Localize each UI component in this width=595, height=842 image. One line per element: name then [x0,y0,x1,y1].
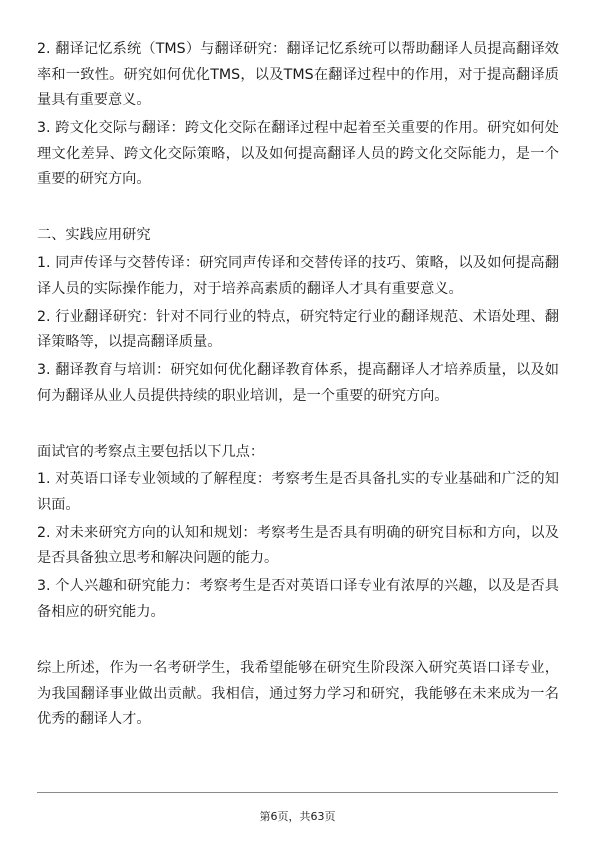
list-item: 3. 翻译教育与培训：研究如何优化翻译教育体系，提高翻译人才培养质量，以及如何为翻译从业人员提供持续的职业培训，是一个重要的研究方向。 [37,362,559,404]
page-content [37,37,559,735]
list-item: 2. 翻译记忆系统（TMS）与翻译研究：翻译记忆系统可以帮助翻译人员提高翻译效率和一致性。研究如何优化TMS，以及TMS在翻译过程中的作用，对于提高翻译质量具有重要意义。 [37,41,559,109]
paragraph-gap [37,412,559,440]
list-item: 2. 行业翻译研究：针对不同行业的特点，研究特定行业的翻译规范、术语处理、翻译策略等，以提高翻译质量。 [37,308,559,351]
list-item: 1. 同声传译与交替传译：研究同声传译和交替传译的技巧、策略，以及如何提高翻译人员的实际操作能力，对于培养高素质的翻译人才具有重要意义。 [37,254,559,297]
list-item: 2. 对未来研究方向的认知和规划：考察考生是否具有明确的研究目标和方向，以及是否具备独立思考和解决问题的能力。 [37,524,559,567]
section-heading: 二、实践应用研究 [37,227,151,244]
section-conclusion [37,656,559,733]
section-theory-items [37,37,559,193]
list-item: 3. 跨文化交际与翻译：跨文化交际在翻译过程中起着至关重要的作用。研究如何处理文化差异、跨文化交际策略，以及如何提高翻译人员的跨文化交际能力，是一个重要的研究方向。 [37,120,559,188]
section-practice [37,223,559,409]
list-item: 3. 个人兴趣和研究能力：考察考生是否对英语口译专业有浓厚的兴趣，以及是否具备相应的研究能力。 [37,578,559,621]
conclusion-paragraph: 综上所述，作为一名考研学生，我希望能够在研究生阶段深入研究英语口译专业，为我国翻译事业做出贡献。我相信，通过努力学习和研究，我能够在未来成为一名优秀的翻译人才。 [37,660,559,728]
paragraph-gap [37,628,559,656]
section-heading: 面试官的考察点主要包括以下几点： [37,443,265,460]
list-item: 1. 对英语口译专业领域的了解程度：考察考生是否具备扎实的专业基础和广泛的知识面。 [37,471,559,513]
paragraph-gap [37,195,559,223]
footer-divider [37,792,558,793]
page-number: 第6页，共63页 [259,810,336,823]
section-interviewer-points [37,440,559,626]
